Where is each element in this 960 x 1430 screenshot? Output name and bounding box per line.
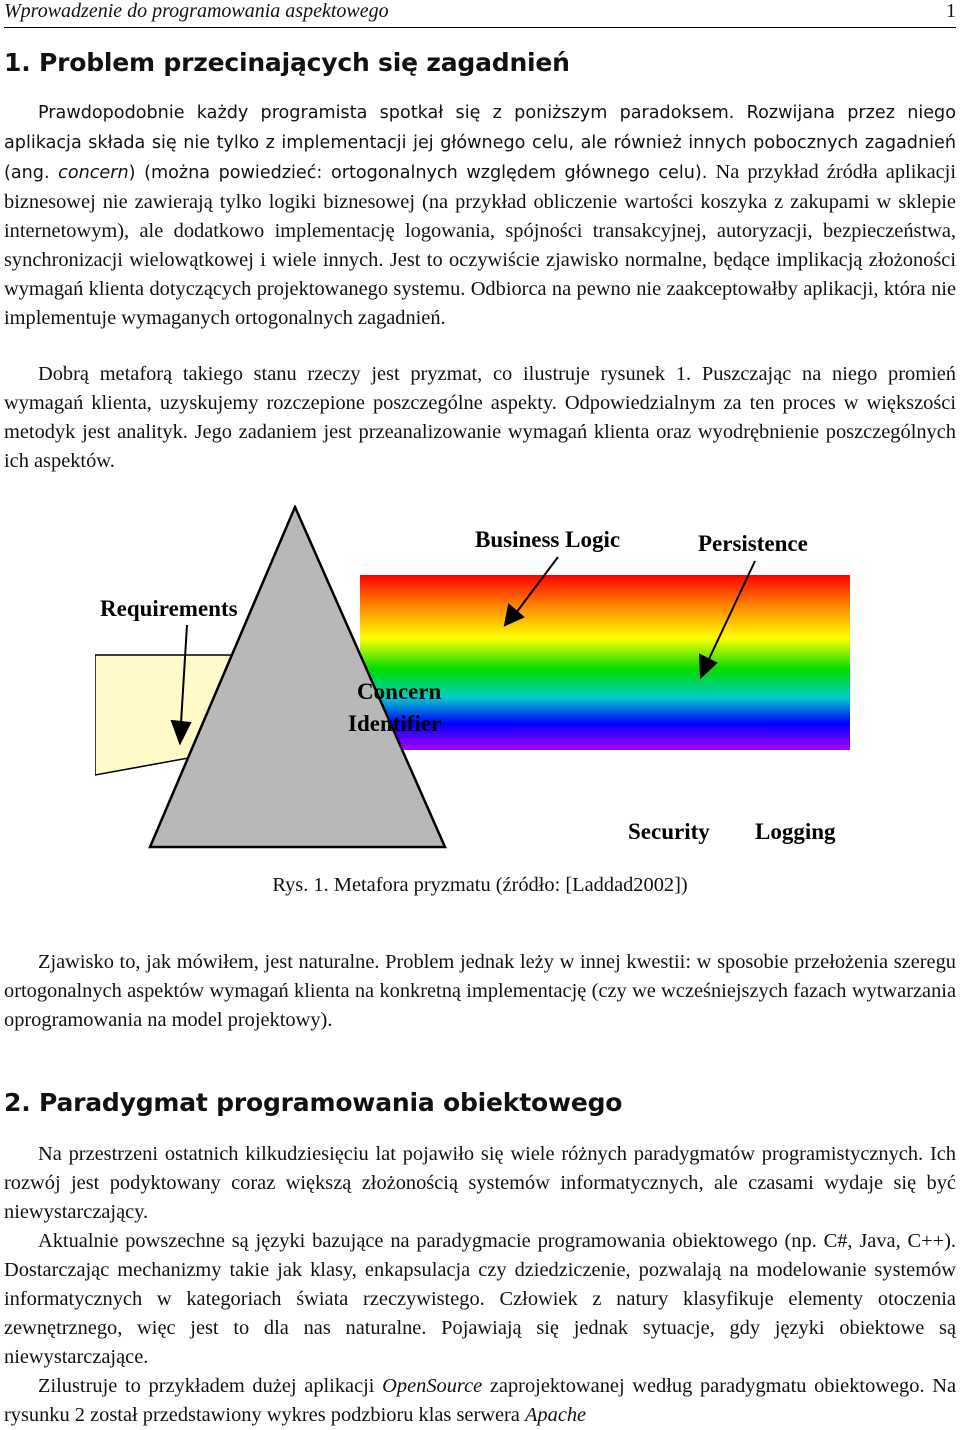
term-concern: concern	[58, 163, 129, 183]
header-title: Wprowadzenie do programowania aspektowego	[4, 0, 389, 22]
term-opensource: OpenSource	[382, 1375, 483, 1397]
figure-1-caption: Rys. 1. Metafora pryzmatu (źródło: [Laddad2002])	[272, 874, 688, 896]
paragraph-1-serif-text: Na przykład źródła aplikacji biznesowej nie zawierają tylko logiki biznesowej (na przykład obliczenie wartości koszyka z zakupami w sklepie internetowym), ale dodatkowo implementację logowania, spójności transakcyjnej, autoryzacji, bezpieczeństwa, synchronizacji wielowątkowej i wiele innych. Jest to oczywiście zjawisko normalne, będące implikacją złożoności wymagań klienta dotyczących projektowanego systemu. Odbiorca na pewno nie zaakceptowałby aplikacji, która nie implementuje wymaganych ortogonalnych zagadnień.	[4, 161, 957, 329]
paragraph-3-text-2: zaprojektowanej według paradygmatu obiektowego. Na rysunku 2 został przedstawiony wykres podzbioru klas serwera	[4, 1375, 956, 1426]
prism-figure	[95, 505, 865, 860]
section-2-paragraph-2: Aktualnie powszechne są języki bazujące na paradygmacie programowania obiektowego (np. C#, Java, C++). Dostarczając mechanizmy takie jak klasy, enkapsulacja czy dziedziczenie, pozwalają na modelowanie systemów informatycznych w kategoriach świata rzeczywistego. Człowiek z natury klasyfikuje elementy otoczenia zewnętrznego, więc jest to dla nas naturalne. Pojawiają się jednak sytuacje, gdy języki obiektowe są niewystarczające.	[4, 1230, 956, 1368]
section-2-paragraph-1: Na przestrzeni ostatnich kilkudziesięciu lat pojawiło się wiele różnych paradygmatów programistycznych. Ich rozwój jest podyktowany coraz większą złożonością systemów informatycznych, ale czasami wydaje się być niewystarczający.	[4, 1143, 956, 1223]
term-apache: Apache	[524, 1404, 587, 1426]
label-business-logic: Business Logic	[475, 527, 621, 552]
page-number: 1	[946, 0, 956, 22]
running-header	[4, 0, 956, 28]
label-persistence: Persistence	[698, 531, 808, 556]
paragraph-1-sans-text-2: ) (można powiedzieć: ortogonalnych względem głównego celu).	[128, 163, 708, 183]
section-2-paragraph-3	[4, 1372, 956, 1430]
section-1-heading: 1. Problem przecinających się zagadnień	[4, 48, 570, 77]
section-2-heading: 2. Paradygmat programowania obiektowego	[4, 1088, 623, 1117]
section-1-paragraph-2: Dobrą metaforą takiego stanu rzeczy jest pryzmat, co ilustruje rysunek 1. Puszczając na niego promień wymagań klienta, uzyskujemy rozczepione poszczególne aspekty. Odpowiedzialnym za ten proces w większości metodyk jest analityk. Jego zadaniem jest przeanalizowanie wymagań klienta oraz wyodrębnienie poszczególnych ich aspektów.	[4, 363, 956, 472]
label-identifier: Identifier	[348, 711, 442, 736]
label-concern: Concern	[357, 679, 442, 704]
label-requirements: Requirements	[100, 596, 238, 621]
after-figure-paragraph: Zjawisko to, jak mówiłem, jest naturalne. Problem jednak leży w innej kwestii: w sposobie przełożenia szeregu ortogonalnych aspektów wymagań klienta na konkretną implementację (czy we wcześniejszych fazach wytwarzania oprogramowania na model projektowy).	[4, 951, 956, 1031]
paragraph-3-text: Zilustruje to przykładem dużej aplikacji	[38, 1375, 383, 1397]
label-security: Security	[628, 819, 710, 844]
section-1-paragraph-1	[4, 98, 956, 333]
label-logging: Logging	[755, 819, 836, 844]
paragraph-1-sans-text: Prawdopodobnie każdy programista spotkał się z poniższym paradoksem. Rozwijana przez niego aplikacja składa się nie tylko z implementacji jej głównego celu, ale również innych pobocznych zagadnień (ang.	[4, 103, 956, 183]
